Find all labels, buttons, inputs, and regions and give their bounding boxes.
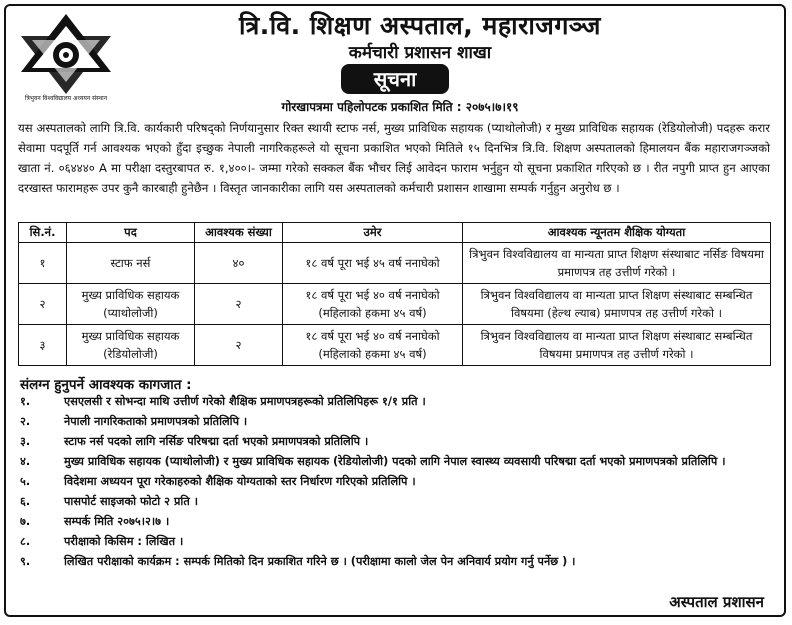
list-item-text: मुख्य प्राविधिक सहायक (प्याथोलोजी) र मुख्य प्राविधिक सहायक (रेडियोलोजी) पदको लागि नेपाल स्वास्थ्य व्यवसायी परिषद्मा दर्ता भएको प्रमाणपत्रको प्रतिलिपि ।: [64, 455, 726, 468]
cell-count: २: [195, 325, 283, 366]
list-item: [20, 532, 768, 552]
table-row: [19, 284, 771, 325]
list-item-number: ३.: [20, 435, 31, 448]
cell-count: २: [195, 284, 283, 325]
list-item-text: एसएलसी र सोभन्दा माथि उत्तीर्ण गरेको शैक्षिक प्रमाणपत्रहरूको प्रतिलिपिहरू १/१ प्रति ।: [64, 395, 426, 408]
documents-heading: संलग्न हुनुपर्ने आवश्यक कागजात :: [20, 377, 192, 393]
list-item: [20, 412, 768, 432]
table-row: [19, 325, 771, 366]
cell-qualification: त्रिभुवन विश्वविद्यालय वा मान्यता प्राप्त शिक्षण संस्थाबाट सम्बन्धित विषयमा प्रमाणपत्र तह उत्तीर्ण गरेको ।: [463, 325, 771, 366]
documents-list: [20, 392, 768, 572]
cell-sn: १: [19, 243, 67, 284]
list-item: [20, 512, 768, 532]
list-item-text: सम्पर्क मिति २०७५।२।७ ।: [64, 515, 170, 528]
cell-age: १८ वर्ष पूरा भई ४० वर्ष ननाघेको (महिलाको हकमा ४५ वर्ष): [283, 325, 463, 366]
university-logo-icon: [16, 12, 116, 102]
col-header-count: आवश्यक संख्या: [195, 223, 283, 243]
list-item: [20, 432, 768, 452]
list-item-number: ७.: [20, 515, 31, 528]
list-item-number: ४.: [20, 455, 31, 468]
col-header-qualification: आवश्यक न्यूनतम शैक्षिक योग्यता: [463, 223, 771, 243]
col-header-post: पद: [67, 223, 195, 243]
cell-sn: २: [19, 284, 67, 325]
cell-post: स्टाफ नर्स: [67, 243, 195, 284]
list-item-number: ६.: [20, 495, 31, 508]
cell-qualification: त्रिभुवन विश्वविद्यालय वा मान्यता प्राप्त शिक्षण संस्थाबाट नर्सिङ विषयमा प्रमाणपत्र तह उत्तीर्ण गरेको ।: [463, 243, 771, 284]
list-item-number: ९.: [20, 555, 31, 568]
col-header-age: उमेर: [283, 223, 463, 243]
cell-age: १८ वर्ष पूरा भई ४५ वर्ष ननाघेको: [283, 243, 463, 284]
cell-count: ४०: [195, 243, 283, 284]
list-item-number: १.: [20, 395, 31, 408]
list-item: [20, 492, 768, 512]
list-item-number: ५.: [20, 475, 31, 488]
vacancy-table: [18, 222, 771, 366]
signature-hospital-administration: अस्पताल प्रशासन: [669, 593, 764, 611]
hospital-title: त्रि.वि. शिक्षण अस्पताल, महाराजगञ्ज: [238, 11, 601, 40]
notice-heading: सूचना: [341, 64, 449, 94]
list-item: [20, 552, 768, 572]
list-item-text: स्टाफ नर्स पदको लागि नर्सिङ परिषद्मा दर्ता भएको प्रमाणपत्रको प्रतिलिपि ।: [64, 435, 369, 448]
list-item-text: लिखित परीक्षाको कार्यक्रम : सम्पर्क मितिको दिन प्रकाशित गरिने छ । (परीक्षामा कालो जेल पेन अनिवार्य प्रयोग गर्नु पर्नेछ ) ।: [64, 555, 576, 568]
cell-sn: ३: [19, 325, 67, 366]
cell-post: मुख्य प्राविधिक सहायक (रेडियोलोजी): [67, 325, 195, 366]
list-item-text: विदेशमा अध्ययन पूरा गरेकाहरुको शैक्षिक योग्यताको स्तर निर्धारण गरिएको प्रतिलिपि ।: [64, 475, 416, 488]
col-header-sn: सि.नं.: [19, 223, 67, 243]
list-item-number: ८.: [20, 535, 31, 548]
notice-body: यस अस्पतालको लागि त्रि.वि. कार्यकारी परिषद्को निर्णयानुसार रिक्त स्थायी स्टाफ नर्स, मुख्य प्राविधिक सहायक (प्याथोलोजी) र मुख्य प्राविधिक सहायक (रेडियोलोजी) पदहरू करार सेवामा पदपूर्ति गर्न आवश्यक भएको हुँदा इच्छुक नेपाली नागरिकहरूले यो सूचना प्रकाशित भएको मितिले १५ दिनभित्र त्रि.वि. शिक्षण अस्पतालको हिमालयन बैंक महाराजगञ्जको खाता नं. ०६४४४० A मा परीक्षा दस्तुरबापत रु. १,४००।- जम्मा गरेको सक्कल बैंक भौचर लिई आवेदन फाराम भर्नुहुन यो सूचना प्रकाशित गरिएको छ । रीत नपुगी प्राप्त हुन आएका दरखास्त फारामहरू उपर कुनै कारबाही हुनेछैन । विस्तृत जानकारीका लागि यस अस्पतालको कर्मचारी प्रशासन शाखामा सम्पर्क गर्नुहुन अनुरोध छ ।: [18, 121, 770, 195]
table-row: [19, 243, 771, 284]
cell-qualification: त्रिभुवन विश्वविद्यालय वा मान्यता प्राप्त शिक्षण संस्थाबाट सम्बन्धित विषयमा (हेल्थ ल्याब) प्रमाणपत्र तह उत्तीर्ण गरेको ।: [463, 284, 771, 325]
list-item-text: पासपोर्ट साइजको फोटो २ प्रति ।: [64, 495, 198, 508]
cell-post: मुख्य प्राविधिक सहायक (प्याथोलोजी): [67, 284, 195, 325]
cell-age: १८ वर्ष पूरा भई ४० वर्ष ननाघेको (महिलाको हकमा ४५ वर्ष): [283, 284, 463, 325]
table-header-row: [19, 223, 771, 243]
list-item: [20, 392, 768, 412]
list-item-text: परीक्षाको किसिम : लिखित ।: [64, 535, 184, 548]
list-item-number: २.: [20, 415, 31, 428]
department-subtitle: कर्मचारी प्रशासन शाखा: [348, 43, 492, 63]
logo-caption: त्रिभुवन विश्वविद्यालय अध्ययन संस्थान: [24, 95, 108, 102]
list-item-text: नेपाली नागरिकताको प्रमाणपत्रको प्रतिलिपि ।: [64, 415, 248, 428]
publication-date: गोरखापत्रमा पहिलोपटक प्रकाशित मिति : २०७५।७।१९: [281, 100, 519, 114]
list-item: [20, 472, 768, 492]
list-item: [20, 452, 768, 472]
